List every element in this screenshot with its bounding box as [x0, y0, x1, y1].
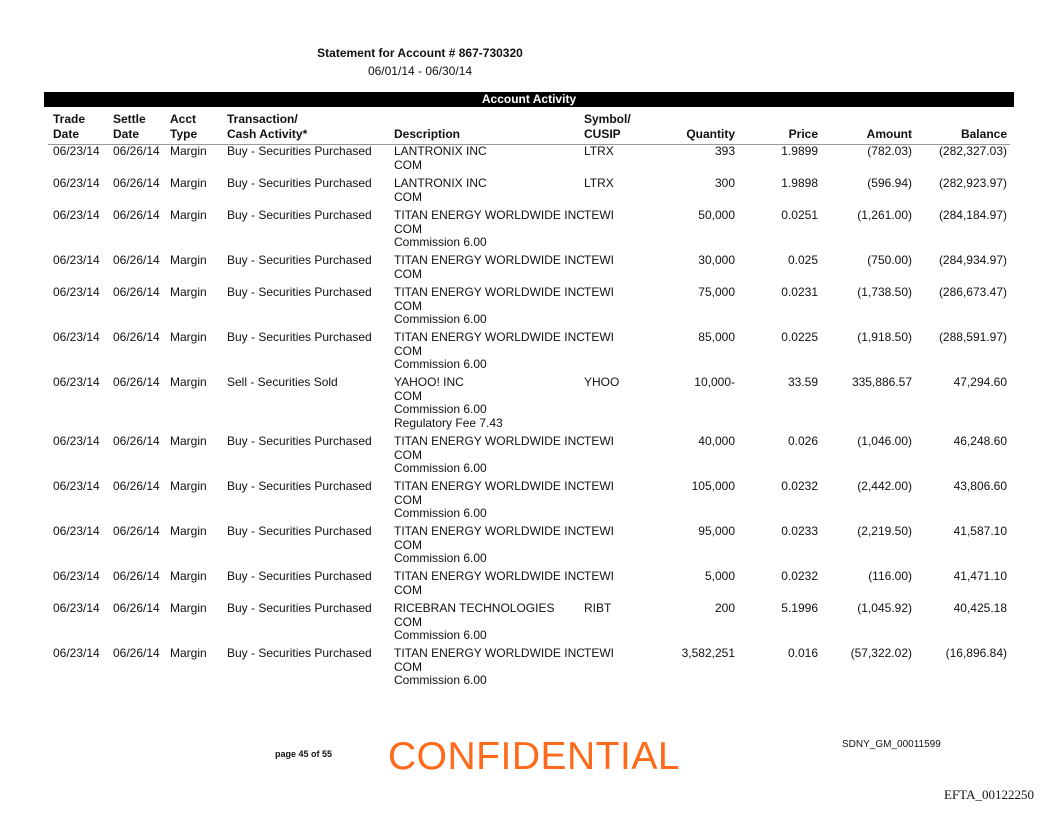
- cell-description: [394, 602, 554, 643]
- cell-symbol: TEWI: [584, 285, 614, 299]
- cell-acct-type: Margin: [170, 569, 207, 583]
- cell-transaction: Buy - Securities Purchased: [227, 330, 372, 344]
- column-header-balance: Balance: [960, 127, 1007, 141]
- cell-description: [394, 145, 487, 172]
- description-line: TITAN ENERGY WORLDWIDE INC: [394, 253, 585, 267]
- cell-quantity: 200: [714, 601, 735, 615]
- cell-acct-type: Margin: [170, 646, 207, 660]
- cell-price: 1.9899: [781, 144, 818, 158]
- cell-description: [394, 177, 487, 204]
- cell-balance: 43,806.60: [953, 479, 1007, 493]
- cell-price: 0.0231: [781, 285, 818, 299]
- cell-transaction: Buy - Securities Purchased: [227, 601, 372, 615]
- description-line: COM: [394, 537, 422, 552]
- cell-amount: (2,219.50): [857, 524, 912, 538]
- description-line: COM: [394, 266, 422, 281]
- description-line: COM: [394, 221, 422, 236]
- description-line: COM: [394, 343, 422, 358]
- cell-trade-date: 06/23/14: [53, 330, 100, 344]
- cell-amount: (782.03): [867, 144, 912, 158]
- cell-settle-date: 06/26/14: [113, 285, 160, 299]
- cell-balance: 41,471.10: [953, 569, 1007, 583]
- cell-trade-date: 06/23/14: [53, 375, 100, 389]
- cell-acct-type: Margin: [170, 176, 207, 190]
- cell-amount: (1,918.50): [857, 330, 912, 344]
- cell-acct-type: Margin: [170, 253, 207, 267]
- cell-description: [394, 286, 585, 327]
- cell-price: 0.0225: [781, 330, 818, 344]
- description-line: COM: [394, 582, 422, 597]
- column-header-quantity: Quantity: [686, 127, 735, 141]
- cell-acct-type: Margin: [170, 479, 207, 493]
- cell-price: 0.0251: [781, 208, 818, 222]
- cell-settle-date: 06/26/14: [113, 330, 160, 344]
- cell-settle-date: 06/26/14: [113, 479, 160, 493]
- cell-price: 0.025: [787, 253, 818, 267]
- description-line: TITAN ENERGY WORLDWIDE INC: [394, 646, 585, 660]
- cell-amount: (1,738.50): [857, 285, 912, 299]
- description-line: LANTRONIX INC: [394, 144, 487, 158]
- cell-transaction: Buy - Securities Purchased: [227, 176, 372, 190]
- description-line: TITAN ENERGY WORLDWIDE INC: [394, 569, 585, 583]
- cell-balance: (16,896.84): [945, 646, 1007, 660]
- cell-transaction: Buy - Securities Purchased: [227, 569, 372, 583]
- description-line: COM: [394, 189, 422, 204]
- cell-balance: (288,591.97): [938, 330, 1007, 344]
- description-line: COM: [394, 659, 422, 674]
- cell-trade-date: 06/23/14: [53, 601, 100, 615]
- cell-amount: (596.94): [867, 176, 912, 190]
- description-line: TITAN ENERGY WORLDWIDE INC: [394, 285, 585, 299]
- cell-description: [394, 209, 585, 250]
- cell-symbol: LTRX: [584, 176, 614, 190]
- cell-description: [394, 376, 503, 430]
- cell-trade-date: 06/23/14: [53, 524, 100, 538]
- cell-balance: 46,248.60: [953, 434, 1007, 448]
- column-header-amount: Amount: [866, 127, 912, 141]
- cell-price: 0.0232: [781, 569, 818, 583]
- cell-description: [394, 570, 585, 597]
- description-line: Commission 6.00: [394, 673, 487, 687]
- column-header-description: Description: [394, 127, 461, 141]
- cell-acct-type: Margin: [170, 285, 207, 299]
- cell-acct-type: Margin: [170, 144, 207, 158]
- cell-transaction: Sell - Securities Sold: [227, 375, 338, 389]
- cell-amount: (2,442.00): [857, 479, 912, 493]
- cell-symbol: TEWI: [584, 479, 614, 493]
- cell-symbol: TEWI: [584, 646, 614, 660]
- cell-trade-date: 06/23/14: [53, 479, 100, 493]
- description-line: COM: [394, 157, 422, 172]
- description-line: TITAN ENERGY WORLDWIDE INC: [394, 330, 585, 344]
- cell-description: [394, 435, 585, 476]
- cell-quantity: 5,000: [704, 569, 735, 583]
- description-line: RICEBRAN TECHNOLOGIES: [394, 601, 555, 615]
- cell-quantity: 95,000: [698, 524, 735, 538]
- cell-price: 33.59: [787, 375, 818, 389]
- column-header-trade-date: Trade Date: [53, 112, 86, 141]
- cell-amount: (116.00): [868, 569, 912, 583]
- column-header-symbol: Symbol/ CUSIP: [584, 112, 631, 141]
- cell-amount: (1,046.00): [857, 434, 912, 448]
- description-line: Commission 6.00: [394, 551, 487, 565]
- cell-quantity: 10,000-: [694, 375, 735, 389]
- section-header-account-activity: Account Activity: [44, 92, 1014, 107]
- cell-symbol: TEWI: [584, 330, 614, 344]
- cell-settle-date: 06/26/14: [113, 601, 160, 615]
- cell-trade-date: 06/23/14: [53, 569, 100, 583]
- cell-description: [394, 480, 585, 521]
- description-line: COM: [394, 298, 422, 313]
- cell-settle-date: 06/26/14: [113, 434, 160, 448]
- description-line: Commission 6.00: [394, 506, 487, 520]
- description-line: Commission 6.00: [394, 628, 487, 642]
- statement-title: Statement for Account # 867-730320: [317, 46, 523, 60]
- cell-description: [394, 331, 585, 372]
- page-number: page 45 of 55: [275, 749, 333, 759]
- cell-symbol: TEWI: [584, 434, 614, 448]
- cell-acct-type: Margin: [170, 375, 207, 389]
- cell-quantity: 85,000: [698, 330, 735, 344]
- cell-transaction: Buy - Securities Purchased: [227, 479, 372, 493]
- cell-transaction: Buy - Securities Purchased: [227, 524, 372, 538]
- cell-trade-date: 06/23/14: [53, 285, 100, 299]
- cell-symbol: LTRX: [584, 144, 614, 158]
- description-line: COM: [394, 447, 422, 462]
- cell-quantity: 393: [714, 144, 735, 158]
- cell-settle-date: 06/26/14: [113, 253, 160, 267]
- cell-symbol: RIBT: [584, 601, 612, 615]
- description-line: COM: [394, 492, 422, 507]
- cell-price: 0.026: [787, 434, 818, 448]
- cell-balance: 41,587.10: [953, 524, 1007, 538]
- cell-balance: 40,425.18: [953, 601, 1007, 615]
- cell-acct-type: Margin: [170, 524, 207, 538]
- description-line: TITAN ENERGY WORLDWIDE INC: [394, 479, 585, 493]
- cell-balance: 47,294.60: [953, 375, 1007, 389]
- cell-acct-type: Margin: [170, 208, 207, 222]
- efta-number: EFTA_00122250: [944, 787, 1034, 802]
- cell-amount: (1,045.92): [857, 601, 912, 615]
- cell-settle-date: 06/26/14: [113, 144, 160, 158]
- cell-transaction: Buy - Securities Purchased: [227, 208, 372, 222]
- cell-balance: (284,934.97): [938, 253, 1007, 267]
- cell-description: [394, 254, 585, 281]
- cell-trade-date: 06/23/14: [53, 253, 100, 267]
- description-line: Commission 6.00: [394, 312, 487, 326]
- column-header-settle-date: Settle Date: [113, 112, 146, 141]
- cell-quantity: 50,000: [698, 208, 735, 222]
- cell-quantity: 75,000: [698, 285, 735, 299]
- cell-trade-date: 06/23/14: [53, 144, 100, 158]
- cell-quantity: 300: [714, 176, 735, 190]
- cell-description: [394, 525, 585, 566]
- cell-amount: 335,886.57: [851, 375, 912, 389]
- cell-symbol: YHOO: [584, 375, 620, 389]
- cell-description: [394, 647, 585, 688]
- cell-quantity: 3,582,251: [681, 646, 735, 660]
- cell-price: 0.0233: [781, 524, 818, 538]
- column-header-acct-type: Acct Type: [170, 112, 198, 141]
- description-line: TITAN ENERGY WORLDWIDE INC: [394, 208, 585, 222]
- cell-symbol: TEWI: [584, 524, 614, 538]
- cell-trade-date: 06/23/14: [53, 176, 100, 190]
- cell-transaction: Buy - Securities Purchased: [227, 434, 372, 448]
- cell-settle-date: 06/26/14: [113, 375, 160, 389]
- bates-number: SDNY_GM_00011599: [842, 739, 941, 750]
- statement-period: 06/01/14 - 06/30/14: [367, 64, 473, 78]
- description-line: COM: [394, 388, 422, 403]
- cell-amount: (1,261.00): [857, 208, 912, 222]
- cell-price: 1.9898: [781, 176, 818, 190]
- cell-symbol: TEWI: [584, 253, 614, 267]
- description-line: Commission 6.00: [394, 235, 487, 249]
- cell-settle-date: 06/26/14: [113, 524, 160, 538]
- cell-acct-type: Margin: [170, 601, 207, 615]
- cell-quantity: 105,000: [691, 479, 735, 493]
- confidential-stamp: CONFIDENTIAL: [388, 735, 681, 778]
- description-line: TITAN ENERGY WORLDWIDE INC: [394, 434, 585, 448]
- cell-acct-type: Margin: [170, 330, 207, 344]
- cell-settle-date: 06/26/14: [113, 176, 160, 190]
- description-line: Commission 6.00: [394, 402, 487, 416]
- description-line: LANTRONIX INC: [394, 176, 487, 190]
- cell-trade-date: 06/23/14: [53, 208, 100, 222]
- cell-transaction: Buy - Securities Purchased: [227, 285, 372, 299]
- cell-symbol: TEWI: [584, 208, 614, 222]
- cell-symbol: TEWI: [584, 569, 614, 583]
- cell-amount: (57,322.02): [850, 646, 912, 660]
- cell-settle-date: 06/26/14: [113, 646, 160, 660]
- column-header-price: Price: [788, 127, 818, 141]
- description-line: TITAN ENERGY WORLDWIDE INC: [394, 524, 585, 538]
- cell-settle-date: 06/26/14: [113, 208, 160, 222]
- description-line: YAHOO! INC: [394, 375, 464, 389]
- cell-transaction: Buy - Securities Purchased: [227, 253, 372, 267]
- description-line: Regulatory Fee 7.43: [394, 415, 503, 430]
- column-header-transaction: Transaction/ Cash Activity*: [227, 112, 308, 141]
- cell-price: 0.016: [787, 646, 818, 660]
- description-line: COM: [394, 614, 422, 629]
- cell-trade-date: 06/23/14: [53, 646, 100, 660]
- description-line: Commission 6.00: [394, 357, 487, 371]
- cell-balance: (284,184.97): [938, 208, 1007, 222]
- cell-price: 0.0232: [781, 479, 818, 493]
- cell-quantity: 30,000: [698, 253, 735, 267]
- description-line: Commission 6.00: [394, 461, 487, 475]
- cell-amount: (750.00): [867, 253, 912, 267]
- cell-price: 5.1996: [781, 601, 818, 615]
- cell-balance: (282,923.97): [938, 176, 1007, 190]
- cell-acct-type: Margin: [170, 434, 207, 448]
- cell-balance: (282,327.03): [938, 144, 1007, 158]
- cell-transaction: Buy - Securities Purchased: [227, 144, 372, 158]
- cell-balance: (286,673.47): [938, 285, 1007, 299]
- cell-trade-date: 06/23/14: [53, 434, 100, 448]
- cell-settle-date: 06/26/14: [113, 569, 160, 583]
- cell-quantity: 40,000: [698, 434, 735, 448]
- cell-transaction: Buy - Securities Purchased: [227, 646, 372, 660]
